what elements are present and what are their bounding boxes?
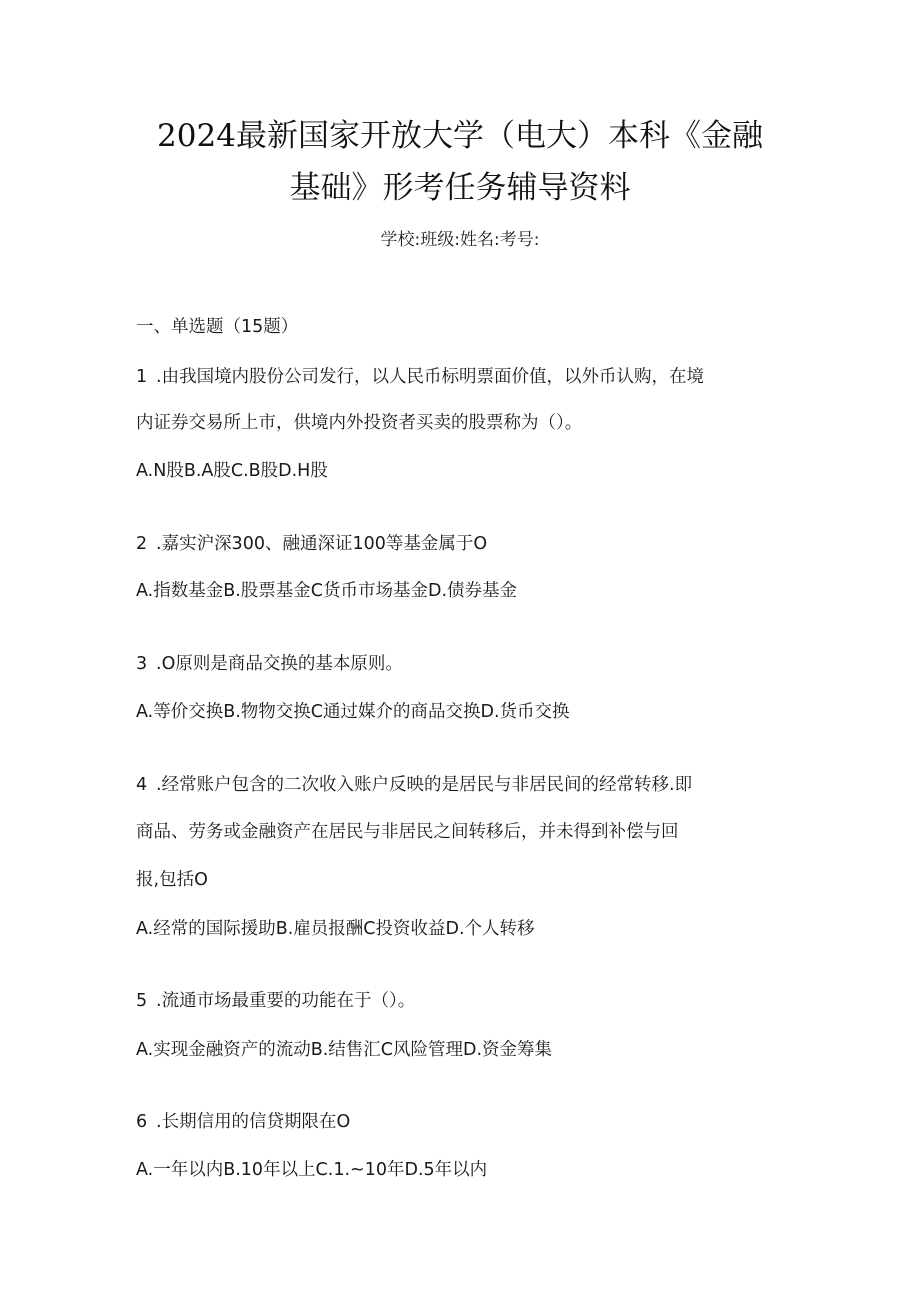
question-1-line-1 <box>136 364 796 390</box>
question-5-line-1 <box>136 988 796 1014</box>
question-number: 6 <box>136 1112 148 1132</box>
question-3-line-1 <box>136 651 796 677</box>
question-2-options: A.指数基金B.股票基金C货币市场基金D.债券基金 <box>136 581 518 601</box>
question-text: .O原则是商品交换的基本原则。 <box>156 654 403 674</box>
document-title-line-1: 2024最新国家开放大学（电大）本科《金融 <box>157 118 763 154</box>
question-number: 2 <box>136 534 148 554</box>
question-5-options: A.实现金融资产的流动B.结售汇C风险管理D.资金筹集 <box>136 1040 553 1060</box>
question-number: 1 <box>136 367 148 387</box>
question-4-line-3: 报,包括O <box>136 870 208 890</box>
student-info-line <box>0 225 920 250</box>
question-2-line-1 <box>136 531 796 557</box>
name-label: 姓名: <box>460 230 500 250</box>
question-number: 5 <box>136 991 148 1011</box>
question-6-line-1 <box>136 1109 796 1135</box>
question-4-line-2: 商品、劳务或金融资产在居民与非居民之间转移后，并未得到补偿与回 <box>136 822 679 842</box>
question-4-line-1 <box>136 772 796 798</box>
question-text: .嘉实沪深300、融通深证100等基金属于O <box>156 534 488 554</box>
section-heading: 一、单选题（15题） <box>136 317 299 337</box>
question-3-options: A.等价交换B.物物交换C通过媒介的商品交换D.货币交换 <box>136 702 570 722</box>
document-title-line-2: 基础》形考任务辅导资料 <box>289 170 631 206</box>
question-text: .经常账户包含的二次收入账户反映的是居民与非居民间的经常转移.即 <box>156 775 693 795</box>
question-text: .由我国境内股份公司发行，以人民币标明票面价值，以外币认购，在境 <box>156 367 705 387</box>
question-text: .长期信用的信贷期限在O <box>156 1112 351 1132</box>
question-6-options: A.一年以内B.10年以上C.1.~10年D.5年以内 <box>136 1160 488 1180</box>
question-1-options: A.N股B.A股C.B股D.H股 <box>136 461 328 481</box>
question-number: 3 <box>136 654 148 674</box>
exam-number-label: 考号: <box>499 230 540 250</box>
question-1-line-2: 内证券交易所上市，供境内外投资者买卖的股票称为（）。 <box>136 413 583 433</box>
question-number: 4 <box>136 775 148 795</box>
question-4-options: A.经常的国际援助B.雇员报酬C投资收益D.个人转移 <box>136 919 535 939</box>
question-text: .流通市场最重要的功能在于（）。 <box>156 991 416 1011</box>
school-label: 学校: <box>380 230 421 250</box>
class-label: 班级: <box>420 230 460 250</box>
